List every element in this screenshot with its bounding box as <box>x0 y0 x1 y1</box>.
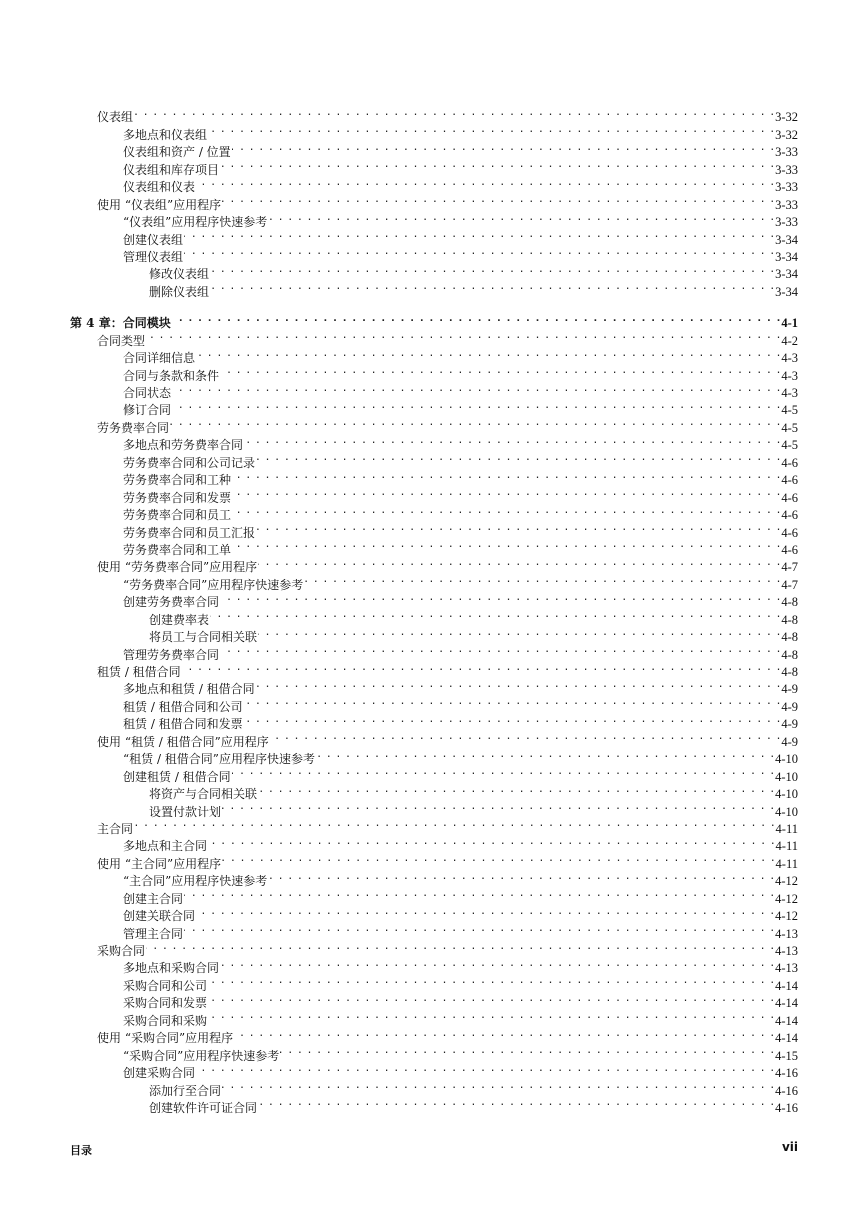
toc-entry-title: 创建租赁 / 租借合同 <box>123 769 231 784</box>
dot-leader <box>232 537 780 554</box>
toc-entry[interactable] <box>70 104 798 125</box>
toc-entry-title: 创建主合同 <box>123 891 184 906</box>
toc-entry-page: 4-6 <box>781 542 798 557</box>
toc-entry-page: 3-34 <box>775 284 798 299</box>
toc-entry[interactable] <box>70 397 798 418</box>
toc-entry[interactable] <box>70 380 798 400</box>
dot-leader <box>268 868 774 885</box>
dot-leader <box>184 920 774 937</box>
toc-entry-page: 3-34 <box>775 249 798 264</box>
dot-leader <box>232 763 774 780</box>
dot-leader <box>222 798 774 815</box>
toc-entry[interactable] <box>70 345 798 366</box>
dot-leader <box>258 781 774 798</box>
dot-leader <box>232 484 780 501</box>
toc-entry-page: 4-8 <box>781 595 798 610</box>
dot-leader <box>220 641 780 658</box>
toc-entry-page: 4-3 <box>781 351 798 366</box>
toc-entry-title: 修改仪表组 <box>149 267 210 282</box>
footer-page-number: vii <box>781 1140 798 1154</box>
toc-entry-title: 多地点和租赁 / 租借合同 <box>123 682 255 697</box>
toc-entry-title: “租赁 / 租借合同”应用程序快速参考 <box>123 752 315 767</box>
toc-entry-page: 4-3 <box>781 386 798 400</box>
toc-entry-title: 管理劳务费率合同 <box>123 647 220 662</box>
toc-entry-title: 多地点和仪表组 <box>123 127 208 142</box>
toc-entry-page: 4-11 <box>775 821 798 836</box>
dot-leader <box>210 261 774 278</box>
toc-entry-page: 4-6 <box>781 508 798 523</box>
toc-entry-title: 租赁 / 租借合同和发票 <box>123 717 243 732</box>
toc-entry-title: 合同详细信息 <box>123 351 196 366</box>
toc-entry-title: 创建采购合同 <box>123 1066 196 1081</box>
toc-entry-title: 采购合同和发票 <box>123 996 208 1011</box>
dot-leader <box>220 955 774 972</box>
toc-entry-title: 采购合同和公司 <box>123 978 208 993</box>
dot-leader <box>256 449 780 466</box>
toc-entry-page: 4-9 <box>781 734 798 749</box>
toc-entry-page: 4-5 <box>781 438 798 453</box>
toc-entry-title: 劳务费率合同和员工汇报 <box>123 525 256 540</box>
dot-leader <box>258 554 780 571</box>
toc-entry-title: 劳务费率合同和员工 <box>123 508 232 523</box>
toc-entry-title: 使用 “劳务费率合同”应用程序 <box>97 560 258 575</box>
toc-entry-page: 4-12 <box>775 891 798 906</box>
toc-entry[interactable] <box>70 938 798 958</box>
toc-entry-page: 4-8 <box>781 647 798 662</box>
toc-entry-page: 3-33 <box>775 180 798 195</box>
toc-entry-page: 4-9 <box>781 717 798 732</box>
toc-entry-page: 3-33 <box>775 145 798 160</box>
toc-entry-page: 4-7 <box>781 560 798 575</box>
dot-leader <box>182 659 781 676</box>
toc-entry-page: 4-6 <box>781 490 798 505</box>
toc-entry-page: 4-14 <box>775 978 798 993</box>
toc-entry-page: 4-14 <box>775 1031 798 1046</box>
dot-leader <box>222 850 774 867</box>
toc-entry-title: “劳务费率合同”应用程序快速参考 <box>123 577 304 592</box>
dot-leader <box>244 432 780 449</box>
toc-entry-page: 4-11 <box>775 856 798 871</box>
toc-entry-page: 4-10 <box>775 752 798 767</box>
dot-leader <box>196 903 774 920</box>
toc-entry-title: 使用 “主合同”应用程序 <box>97 856 222 871</box>
dot-leader <box>208 990 774 1007</box>
toc-entry-page: 4-8 <box>781 612 798 627</box>
dot-leader <box>244 711 781 728</box>
dot-leader <box>258 624 780 641</box>
toc-entry-page: 4-7 <box>781 577 798 592</box>
toc-entry-page: 3-34 <box>775 267 798 282</box>
toc-entry-title: 管理主合同 <box>123 926 184 941</box>
toc-entry[interactable] <box>70 955 798 976</box>
toc-entry-title: 创建费率表 <box>149 612 210 627</box>
toc-entry-title: 租赁 / 租借合同和公司 <box>123 699 243 714</box>
toc-entry-page: 4-11 <box>775 839 798 854</box>
toc-entry[interactable] <box>70 121 798 142</box>
toc-entry-title: 劳务费率合同和发票 <box>123 490 232 505</box>
dot-leader <box>220 156 774 173</box>
toc-entry-page: 3-32 <box>775 127 798 142</box>
dot-leader <box>184 885 774 902</box>
dot-leader <box>208 121 774 138</box>
dot-leader <box>196 1060 774 1077</box>
toc-entry-title: 劳务费率合同 <box>97 420 170 435</box>
toc-entry-page: 4-6 <box>781 473 798 488</box>
toc-entry-title: 劳务费率合同和公司记录 <box>123 455 256 470</box>
toc-entry[interactable] <box>70 432 798 453</box>
dot-leader <box>208 1007 774 1024</box>
dot-leader <box>134 104 774 121</box>
toc-chapter-entry[interactable] <box>70 310 798 331</box>
toc-entry-page: 4-12 <box>775 909 798 924</box>
toc-entry-title: 添加行至合同 <box>149 1083 222 1098</box>
toc-entry-title: 删除仪表组 <box>149 284 210 299</box>
toc-entry-title: 使用 “租赁 / 租借合同”应用程序 <box>97 734 269 749</box>
dot-leader <box>146 938 774 955</box>
dot-leader <box>134 816 775 833</box>
toc-entry-title: 劳务费率合同和工单 <box>123 542 232 557</box>
dot-leader <box>232 139 774 156</box>
toc-entry-page: 4-13 <box>775 926 798 941</box>
toc-entry-title: 创建关联合同 <box>123 909 196 924</box>
toc-entry-title: 仪表组和仪表 <box>123 180 196 195</box>
toc-entry-title: 采购合同和采购 <box>123 1013 208 1028</box>
toc-entry-page: 4-6 <box>781 455 798 470</box>
dot-leader <box>280 1042 774 1059</box>
toc-entry-page: 4-13 <box>775 944 798 958</box>
toc-entry-title: 将资产与合同相关联 <box>149 787 258 802</box>
toc-entry-title: 第 4 章：合同模块 <box>70 316 171 331</box>
dot-leader <box>172 397 780 414</box>
toc-entry[interactable] <box>70 833 798 854</box>
toc-entry-page: 3-33 <box>775 215 798 230</box>
dot-leader <box>172 380 780 397</box>
toc-entry-page: 4-9 <box>781 682 798 697</box>
toc-entry-page: 4-6 <box>781 525 798 540</box>
toc-entry-page: 3-33 <box>775 197 798 212</box>
toc-entry-page: 4-15 <box>775 1048 798 1063</box>
toc-entry-page: 4-10 <box>775 787 798 802</box>
toc-entry-page: 4-1 <box>781 316 798 331</box>
dot-leader <box>184 244 774 261</box>
dot-leader <box>220 589 780 606</box>
toc-entry-page: 3-32 <box>775 110 798 125</box>
toc-entry-page: 4-5 <box>781 420 798 435</box>
toc-entry-title: 多地点和劳务费率合同 <box>123 438 244 453</box>
dot-leader <box>270 728 781 745</box>
toc-entry-page: 4-5 <box>781 403 798 418</box>
toc-entry-page: 4-3 <box>781 368 798 383</box>
dot-leader <box>210 606 780 623</box>
dot-leader <box>258 1095 774 1112</box>
toc-entry-title: 使用 “采购合同”应用程序 <box>97 1031 234 1046</box>
toc-entry-title: 将员工与合同相关联 <box>149 630 258 645</box>
dot-leader <box>172 310 781 327</box>
toc-entry-page: 4-9 <box>781 699 798 714</box>
toc-entry-title: “主合同”应用程序快速参考 <box>123 874 268 889</box>
dot-leader <box>196 345 780 362</box>
toc-entry-page: 4-14 <box>775 1013 798 1028</box>
toc-entry-title: “仪表组”应用程序快速参考 <box>123 215 268 230</box>
toc-entry-page: 4-16 <box>775 1066 798 1081</box>
dot-leader <box>222 191 774 208</box>
dot-leader <box>304 571 780 588</box>
toc-entry-title: 创建仪表组 <box>123 232 184 247</box>
dot-leader <box>244 693 781 710</box>
table-of-contents <box>70 104 798 1115</box>
dot-leader <box>222 1077 774 1094</box>
toc-entry-page: 4-10 <box>775 769 798 784</box>
dot-leader <box>256 519 780 536</box>
toc-entry-title: “采购合同”应用程序快速参考 <box>123 1048 280 1063</box>
dot-leader <box>268 209 774 226</box>
toc-entry-title: 设置付款计划 <box>149 804 222 819</box>
toc-entry-title: 管理仪表组 <box>123 249 184 264</box>
footer-section-label: 目录 <box>70 1144 92 1157</box>
toc-entry-page: 4-8 <box>781 630 798 645</box>
toc-entry-title: 劳务费率合同和工种 <box>123 473 232 488</box>
dot-leader <box>232 467 780 484</box>
toc-entry-page: 4-8 <box>781 665 798 679</box>
dot-leader <box>208 972 774 989</box>
dot-leader <box>234 1025 774 1042</box>
toc-entry-page: 4-16 <box>775 1083 798 1098</box>
toc-entry-page: 4-16 <box>775 1100 798 1115</box>
dot-leader <box>256 676 781 693</box>
toc-entry-title: 仪表组 <box>97 110 134 125</box>
toc-entry-title: 仪表组和库存项目 <box>123 162 220 177</box>
dot-leader <box>208 833 775 850</box>
dot-leader <box>196 174 774 191</box>
toc-entry-page: 3-33 <box>775 162 798 177</box>
toc-entry-page: 4-13 <box>775 961 798 976</box>
toc-entry-title: 创建软件许可证合同 <box>149 1100 258 1115</box>
toc-entry-title: 使用 “仪表组”应用程序 <box>97 197 222 212</box>
toc-entry-page: 4-14 <box>775 996 798 1011</box>
toc-entry-title: 主合同 <box>97 821 134 836</box>
dot-leader <box>210 278 774 295</box>
toc-entry-title: 多地点和采购合同 <box>123 961 220 976</box>
toc-entry-title: 租赁 / 租借合同 <box>97 665 181 679</box>
toc-entry-title: 合同状态 <box>123 386 172 400</box>
dot-leader <box>220 362 780 379</box>
toc-entry-title: 合同与条款和条件 <box>123 368 220 383</box>
toc-entry-page: 4-2 <box>781 333 798 348</box>
dot-leader <box>232 502 780 519</box>
toc-entry[interactable] <box>70 327 798 348</box>
toc-entry-title: 合同类型 <box>97 333 146 348</box>
toc-entry[interactable] <box>70 816 798 836</box>
toc-entry-title: 多地点和主合同 <box>123 839 208 854</box>
toc-entry[interactable] <box>70 414 798 435</box>
toc-entry-title: 创建劳务费率合同 <box>123 595 220 610</box>
toc-entry-page: 4-10 <box>775 804 798 819</box>
dot-leader <box>170 414 780 431</box>
toc-entry-title: 仪表组和资产 / 位置 <box>123 145 231 160</box>
toc-entry-page: 4-12 <box>775 874 798 889</box>
toc-entry-title: 采购合同 <box>97 944 146 958</box>
toc-entry-title: 修订合同 <box>123 403 172 418</box>
dot-leader <box>146 327 780 344</box>
dot-leader <box>184 226 774 243</box>
dot-leader <box>316 746 774 763</box>
toc-entry-page: 3-34 <box>775 232 798 247</box>
